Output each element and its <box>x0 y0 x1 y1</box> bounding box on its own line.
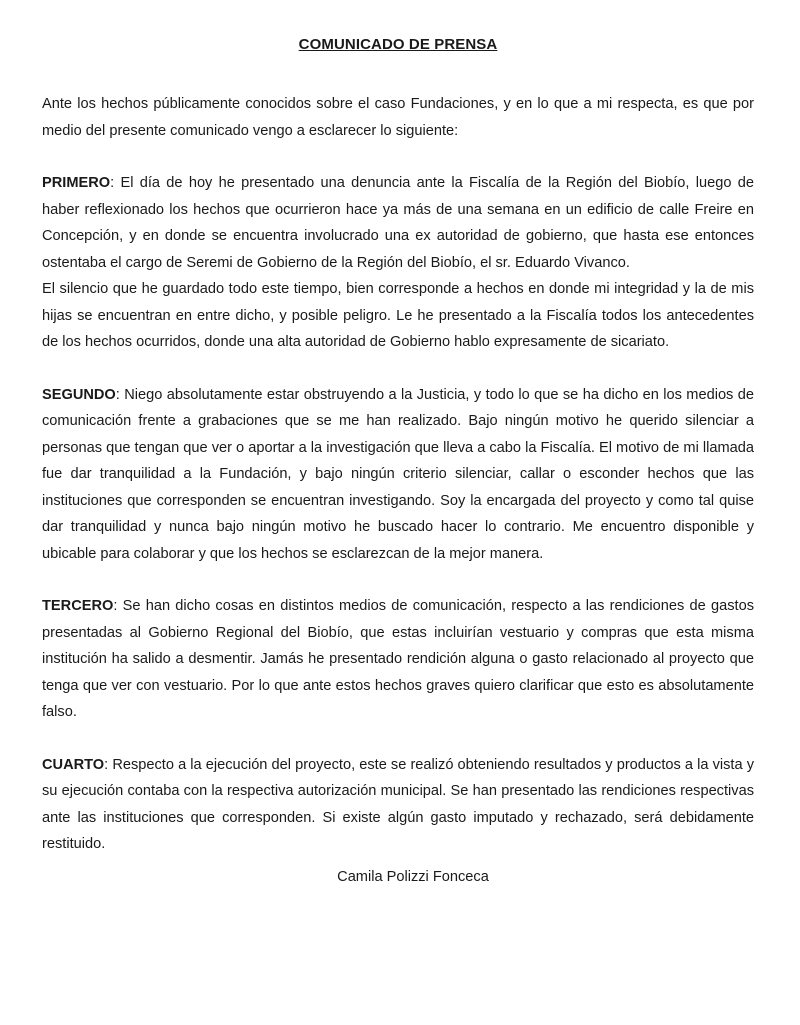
signature-name: Camila Polizzi Fonceca <box>337 868 489 885</box>
document-title: COMUNICADO DE PRENSA <box>298 36 498 53</box>
section-heading: SEGUNDO <box>42 386 116 403</box>
spacer <box>42 356 754 382</box>
section-heading: CUARTO <box>42 756 105 773</box>
section-segundo <box>42 382 754 568</box>
section-primero-continued: El silencio que he guardado todo este tiempo, bien corresponde a hechos en donde mi integridad y la de mis hijas se encuentran en entre dicho, y posible peligro. Le he presentado a la Fiscalía todos los antecedentes de los hechos ocurridos, donde una alta autoridad de Gobierno hablo expresamente de sicariato. <box>42 281 754 350</box>
section-cuarto <box>42 752 754 858</box>
section-tercero <box>42 593 754 726</box>
section-heading: PRIMERO <box>42 175 111 191</box>
section-text: : Respecto a la ejecución del proyecto, este se realizó obteniendo resultados y productos a la vista y su ejecución contaba con la respectiva autorización municipal. Se han presentado las rendiciones respectivas ante las instituciones que corresponden. Si existe algún gasto imputado y rechazado, será debidamente restituido. <box>42 756 754 852</box>
section-text: : Niego absolutamente estar obstruyendo a la Justicia, y todo lo que se ha dicho en los medios de comunicación frente a grabaciones que se me han realizado. Bajo ningún motivo he querido silenciar a personas que tengan que ver o aportar a la investigación que lleva a cabo la Fiscalía. El motivo de mi llamada fue dar tranquilidad a la Fundación, y bajo ningún criterio silenciar, callar o esconder hechos que las instituciones que corresponden se encuentran investigando. Soy la encargada del proyecto y como tal quise dar tranquilidad y nunca bajo ningún motivo he buscado hacer lo contrario. Me encuentro disponible y ubicable para colaborar y que los hechos se esclarezcan de la mejor manera. <box>42 386 754 562</box>
section-heading: TERCERO <box>42 598 114 614</box>
spacer <box>42 726 754 752</box>
spacer <box>42 144 754 170</box>
section-text: : El día de hoy he presentado una denuncia ante la Fiscalía de la Región del Biobío, luego de haber reflexionado los hechos que ocurrieron hace ya más de una semana en un edificio de calle Freire en Concepción, y en donde se encuentra involucrado una ex autoridad de gobierno, que hasta ese entonces ostentaba el cargo de Seremi de Gobierno de la Región del Biobío, el sr. Eduardo Vivanco. <box>42 175 754 271</box>
intro-paragraph: Ante los hechos públicamente conocidos sobre el caso Fundaciones, y en lo que a mi respecta, es que por medio del presente comunicado vengo a esclarecer lo siguiente: <box>42 96 754 139</box>
spacer <box>42 567 754 593</box>
section-primero <box>42 170 754 276</box>
section-text: : Se han dicho cosas en distintos medios de comunicación, respecto a las rendiciones de gastos presentadas al Gobierno Regional del Biobío, que estas incluirían vestuario y compras que esta misma institución ha salido a desmentir. Jamás he presentado rendición alguna o gasto relacionado al proyecto que tenga que ver con vestuario. Por lo que ante estos hechos graves quiero clarificar que esto es absolutamente falso. <box>42 598 754 720</box>
